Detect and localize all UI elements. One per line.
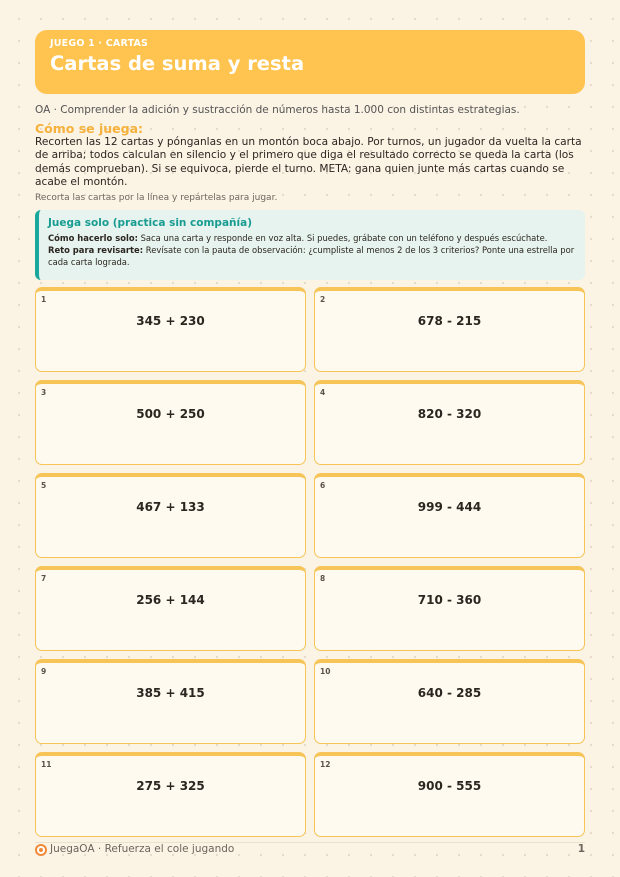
game-card: [35, 566, 306, 651]
card-number: 12: [320, 760, 331, 769]
game-card: [314, 473, 585, 558]
card-number: 1: [41, 295, 47, 304]
card-expression: 710 - 360: [417, 593, 482, 607]
card-expression: 820 - 320: [417, 407, 482, 421]
card-expression: 500 + 250: [136, 407, 205, 421]
card-expression: 467 + 133: [136, 500, 205, 514]
page-title: Cartas de suma y resta: [50, 52, 305, 75]
card-number: 7: [41, 574, 47, 583]
solo-play-box: [35, 210, 585, 280]
footer-brand: JuegaOA · Refuerza el cole jugando: [50, 843, 235, 855]
card-number: 10: [320, 667, 331, 676]
learning-objective: OA · Comprender la adición y sustracción de números hasta 1.000 con distintas estrategias.: [35, 104, 520, 116]
game-kicker: JUEGO 1 · CARTAS: [50, 38, 149, 49]
game-card: [35, 380, 306, 465]
solo-how-label: Cómo hacerlo solo:: [48, 233, 138, 243]
card-expression: 678 - 215: [417, 314, 482, 328]
game-card: [35, 752, 306, 837]
game-card: [314, 659, 585, 744]
game-card: [314, 566, 585, 651]
card-expression: 256 + 144: [136, 593, 205, 607]
card-number: 8: [320, 574, 326, 583]
card-number: 4: [320, 388, 326, 397]
solo-challenge-text: Revísate con la pauta de observación: ¿cumpliste al menos 2 de los 3 criterios? Ponte una estrella por cada carta lograda.: [48, 245, 575, 267]
card-number: 3: [41, 388, 47, 397]
card-number: 9: [41, 667, 47, 676]
card-expression: 999 - 444: [417, 500, 482, 514]
card-number: 11: [41, 760, 52, 769]
how-to-play-text: Recorten las 12 cartas y pónganlas en un montón boca abajo. Por turnos, un jugador da vuelta la carta de arriba; todos calculan en silencio y el primero que diga el resultado correcto se queda la carta (los demás comprueban). Si se equivoca, pierde el turno. META: gana quien junte más cartas cuando se acabe el montón.: [35, 136, 582, 189]
card-expression: 385 + 415: [136, 686, 205, 700]
game-card: [35, 473, 306, 558]
solo-how-line: [48, 232, 575, 244]
target-icon: [35, 844, 47, 856]
card-expression: 640 - 285: [417, 686, 482, 700]
card-number: 2: [320, 295, 326, 304]
solo-challenge-label: Reto para revisarte:: [48, 245, 144, 255]
solo-challenge-line: [48, 244, 575, 268]
card-expression: 275 + 325: [136, 779, 205, 793]
header-banner: [35, 30, 585, 94]
how-to-play-title: Cómo se juega:: [35, 121, 144, 136]
game-card: [314, 287, 585, 372]
solo-how-text: Saca una carta y responde en voz alta. Si puedes, grábate con un teléfono y después escúchate.: [137, 233, 548, 243]
cut-instructions: Recorta las cartas por la línea y repártelas para jugar.: [35, 193, 278, 203]
page-number: 1: [577, 843, 585, 855]
solo-title: Juega solo (practica sin compañía): [48, 217, 252, 229]
card-expression: 900 - 555: [417, 779, 482, 793]
game-card: [35, 287, 306, 372]
card-number: 5: [41, 481, 47, 490]
card-number: 6: [320, 481, 326, 490]
game-card: [314, 752, 585, 837]
card-expression: 345 + 230: [136, 314, 205, 328]
game-card: [314, 380, 585, 465]
game-card: [35, 659, 306, 744]
